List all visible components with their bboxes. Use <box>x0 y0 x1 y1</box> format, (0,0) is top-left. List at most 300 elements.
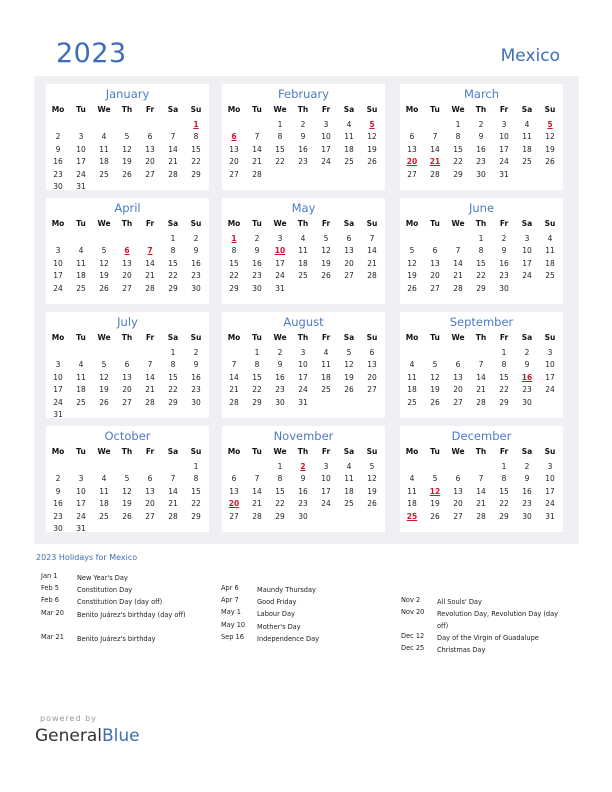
day-cell: 6 <box>432 246 438 256</box>
day-cell: 17 <box>499 144 509 154</box>
generalblue-logo <box>35 726 140 746</box>
month-april <box>46 198 209 304</box>
holiday-day-cell: 20 <box>228 499 240 509</box>
weekday-header: Tu <box>430 105 440 114</box>
day-cell: 19 <box>367 144 377 154</box>
day-cell: 24 <box>499 157 509 167</box>
day-cell: 28 <box>367 271 377 281</box>
day-cell: 11 <box>298 246 308 256</box>
day-cell: 27 <box>145 169 155 179</box>
weekday-header: Th <box>475 105 487 114</box>
day-cell: 27 <box>122 397 132 407</box>
holiday-date: Nov 2 <box>401 596 421 604</box>
holiday-day-cell: 1 <box>193 120 199 129</box>
day-cell: 21 <box>229 385 239 395</box>
day-cell: 1 <box>478 234 484 243</box>
day-cell: 12 <box>344 360 354 370</box>
day-cell: 12 <box>367 474 377 484</box>
day-cell: 18 <box>298 258 308 268</box>
day-cell: 8 <box>170 360 176 370</box>
weekday-header: Sa <box>167 105 179 114</box>
day-cell: 1 <box>170 348 176 357</box>
day-cell: 21 <box>476 499 486 509</box>
day-cell: 11 <box>76 372 86 382</box>
day-cell: 7 <box>369 234 375 243</box>
day-cell: 22 <box>229 271 239 281</box>
weekday-header: Sa <box>521 219 533 228</box>
logo-general: General <box>35 726 102 746</box>
day-cell: 27 <box>229 511 239 521</box>
day-cell: 12 <box>321 246 331 256</box>
day-cell: 27 <box>344 271 354 281</box>
weekday-header: Fr <box>499 333 509 342</box>
day-cell: 7 <box>170 474 176 484</box>
holiday-name: All Souls' Day <box>437 598 482 606</box>
weekday-header: Sa <box>343 447 355 456</box>
weekday-header: Fr <box>499 219 509 228</box>
holiday-name: Day of the Virgin of Guadalupe <box>437 634 539 643</box>
day-cell: 3 <box>547 348 553 357</box>
day-cell: 27 <box>430 283 440 293</box>
day-cell: 5 <box>124 474 130 484</box>
weekday-header: Su <box>190 105 202 114</box>
holiday-day-cell: 21 <box>429 157 441 167</box>
weekday-header: Sa <box>343 333 355 342</box>
day-cell: 24 <box>545 499 555 509</box>
holiday-name: Constitution Day (day off) <box>77 598 163 607</box>
day-cell: 28 <box>252 511 262 521</box>
weekday-header: Fr <box>499 447 509 456</box>
month-title: November <box>273 429 334 443</box>
day-cell: 8 <box>455 132 461 142</box>
day-cell: 9 <box>277 360 283 370</box>
day-cell: 6 <box>455 474 461 484</box>
day-cell: 20 <box>145 157 155 167</box>
day-cell: 7 <box>478 360 484 370</box>
day-cell: 20 <box>367 372 377 382</box>
day-cell: 3 <box>78 132 84 142</box>
day-cell: 19 <box>430 385 440 395</box>
weekday-header: Th <box>475 219 487 228</box>
day-cell: 21 <box>168 499 178 509</box>
weekday-header: We <box>273 219 287 228</box>
day-cell: 13 <box>229 486 239 496</box>
day-cell: 28 <box>145 397 155 407</box>
day-cell: 20 <box>229 157 239 167</box>
day-cell: 20 <box>122 385 132 395</box>
day-cell: 29 <box>499 511 509 521</box>
day-cell: 24 <box>321 499 331 509</box>
day-cell: 17 <box>298 372 308 382</box>
weekday-header: Fr <box>145 219 155 228</box>
weekday-header: Fr <box>321 105 331 114</box>
day-cell: 10 <box>298 360 308 370</box>
day-cell: 15 <box>275 486 285 496</box>
weekday-header: Sa <box>521 333 533 342</box>
day-cell: 17 <box>76 499 86 509</box>
day-cell: 30 <box>522 397 532 407</box>
weekday-header: We <box>273 105 287 114</box>
day-cell: 3 <box>55 360 61 370</box>
day-cell: 4 <box>101 474 107 484</box>
day-cell: 17 <box>321 144 331 154</box>
day-cell: 8 <box>254 360 260 370</box>
day-cell: 2 <box>478 120 484 129</box>
day-cell: 4 <box>300 234 306 243</box>
day-cell: 24 <box>53 283 63 293</box>
holiday-day-cell: 1 <box>231 234 237 243</box>
day-cell: 11 <box>99 144 109 154</box>
day-cell: 11 <box>545 246 555 256</box>
day-cell: 5 <box>432 360 438 370</box>
day-cell: 4 <box>346 462 352 471</box>
month-march <box>400 84 563 190</box>
day-cell: 26 <box>99 283 109 293</box>
day-cell: 6 <box>346 234 352 243</box>
logo-blue: Blue <box>102 726 140 746</box>
holiday-day-cell: 2 <box>300 462 306 471</box>
day-cell: 6 <box>455 360 461 370</box>
weekday-header: Tu <box>430 447 440 456</box>
holiday-date: Dec 12 <box>401 632 425 641</box>
day-cell: 18 <box>407 385 417 395</box>
day-cell: 5 <box>409 246 415 256</box>
holiday-day-cell: 5 <box>547 120 553 129</box>
month-title: August <box>283 315 324 329</box>
day-cell: 31 <box>545 511 555 521</box>
day-cell: 30 <box>476 169 486 179</box>
day-cell: 10 <box>499 132 509 142</box>
day-cell: 1 <box>277 462 283 471</box>
weekday-header: We <box>273 333 287 342</box>
day-cell: 20 <box>145 499 155 509</box>
weekday-header: Su <box>544 333 556 342</box>
year-title: 2023 <box>56 38 127 69</box>
weekday-header: We <box>451 219 465 228</box>
day-cell: 20 <box>453 499 463 509</box>
day-cell: 13 <box>344 246 354 256</box>
holiday-name: Maundy Thursday <box>257 586 316 594</box>
day-cell: 25 <box>522 157 532 167</box>
day-cell: 29 <box>191 169 201 179</box>
day-cell: 20 <box>453 385 463 395</box>
day-cell: 28 <box>168 511 178 521</box>
day-cell: 12 <box>99 258 109 268</box>
day-cell: 25 <box>407 397 417 407</box>
day-cell: 30 <box>522 511 532 521</box>
day-cell: 9 <box>501 246 507 256</box>
weekday-header: Fr <box>321 333 331 342</box>
day-cell: 23 <box>275 385 285 395</box>
day-cell: 4 <box>78 246 84 256</box>
day-cell: 4 <box>323 348 329 357</box>
weekday-header: Fr <box>145 333 155 342</box>
day-cell: 2 <box>254 234 260 243</box>
day-cell: 24 <box>53 397 63 407</box>
weekday-header: Mo <box>51 105 65 114</box>
day-cell: 9 <box>300 474 306 484</box>
weekday-header: Mo <box>51 219 65 228</box>
day-cell: 26 <box>430 511 440 521</box>
day-cell: 13 <box>407 144 417 154</box>
day-cell: 28 <box>453 283 463 293</box>
day-cell: 9 <box>193 360 199 370</box>
day-cell: 18 <box>407 499 417 509</box>
day-cell: 9 <box>254 246 260 256</box>
day-cell: 24 <box>298 385 308 395</box>
holiday-date: Dec 25 <box>401 644 425 653</box>
month-december <box>400 426 563 532</box>
day-cell: 23 <box>522 385 532 395</box>
day-cell: 11 <box>407 372 417 382</box>
weekday-header: Su <box>190 219 202 228</box>
day-cell: 7 <box>254 474 260 484</box>
day-cell: 10 <box>321 132 331 142</box>
day-cell: 2 <box>501 234 507 243</box>
day-cell: 30 <box>252 283 262 293</box>
day-cell: 26 <box>122 511 132 521</box>
day-cell: 21 <box>168 157 178 167</box>
holiday-name: Mother's Day <box>257 622 301 631</box>
day-cell: 26 <box>99 397 109 407</box>
day-cell: 2 <box>300 120 306 129</box>
day-cell: 9 <box>193 246 199 256</box>
day-cell: 25 <box>344 499 354 509</box>
day-cell: 14 <box>430 144 440 154</box>
day-cell: 28 <box>252 169 262 179</box>
weekday-header: Fr <box>145 447 155 456</box>
day-cell: 16 <box>476 144 486 154</box>
day-cell: 3 <box>547 462 553 471</box>
day-cell: 22 <box>191 499 201 509</box>
day-cell: 17 <box>545 486 555 496</box>
holiday-day-cell: 7 <box>147 246 153 256</box>
day-cell: 9 <box>524 360 530 370</box>
day-cell: 2 <box>524 348 530 357</box>
day-cell: 18 <box>522 144 532 154</box>
day-cell: 7 <box>432 132 438 142</box>
day-cell: 22 <box>275 499 285 509</box>
day-cell: 7 <box>170 132 176 142</box>
day-cell: 10 <box>53 372 63 382</box>
holiday-name: Christmas Day <box>437 646 486 655</box>
holiday-day-cell: 16 <box>521 372 533 382</box>
day-cell: 13 <box>122 258 132 268</box>
day-cell: 1 <box>501 348 507 357</box>
month-title: July <box>117 315 138 329</box>
weekday-header: Th <box>297 219 309 228</box>
day-cell: 10 <box>545 360 555 370</box>
day-cell: 15 <box>168 258 178 268</box>
day-cell: 2 <box>193 348 199 357</box>
day-cell: 15 <box>191 144 201 154</box>
day-cell: 4 <box>346 120 352 129</box>
day-cell: 2 <box>55 474 61 484</box>
day-cell: 28 <box>476 511 486 521</box>
day-cell: 13 <box>122 372 132 382</box>
weekday-header: We <box>97 447 111 456</box>
day-cell: 15 <box>453 144 463 154</box>
day-cell: 8 <box>501 360 507 370</box>
day-cell: 20 <box>430 271 440 281</box>
holiday-name: New Year's Day <box>77 574 128 582</box>
month-august <box>222 312 385 418</box>
day-cell: 19 <box>407 271 417 281</box>
day-cell: 11 <box>407 486 417 496</box>
weekday-header: Mo <box>405 447 419 456</box>
day-cell: 18 <box>344 486 354 496</box>
day-cell: 10 <box>522 246 532 256</box>
day-cell: 16 <box>522 486 532 496</box>
weekday-header: We <box>451 333 465 342</box>
day-cell: 1 <box>501 462 507 471</box>
day-cell: 13 <box>145 486 155 496</box>
day-cell: 26 <box>407 283 417 293</box>
day-cell: 17 <box>53 271 63 281</box>
day-cell: 13 <box>453 372 463 382</box>
day-cell: 25 <box>99 511 109 521</box>
day-cell: 24 <box>321 157 331 167</box>
weekday-header: Su <box>544 447 556 456</box>
weekday-header: Fr <box>499 105 509 114</box>
day-cell: 9 <box>55 486 61 496</box>
day-cell: 6 <box>124 360 130 370</box>
day-cell: 18 <box>76 385 86 395</box>
day-cell: 22 <box>476 271 486 281</box>
day-cell: 3 <box>78 474 84 484</box>
weekday-header: Su <box>366 105 378 114</box>
weekday-header: Fr <box>145 105 155 114</box>
day-cell: 20 <box>122 271 132 281</box>
day-cell: 11 <box>321 360 331 370</box>
day-cell: 27 <box>229 169 239 179</box>
day-cell: 3 <box>501 120 507 129</box>
day-cell: 29 <box>453 169 463 179</box>
day-cell: 18 <box>344 144 354 154</box>
day-cell: 19 <box>122 157 132 167</box>
day-cell: 29 <box>191 511 201 521</box>
day-cell: 24 <box>522 271 532 281</box>
day-cell: 16 <box>298 144 308 154</box>
day-cell: 16 <box>53 499 63 509</box>
day-cell: 21 <box>476 385 486 395</box>
day-cell: 23 <box>476 157 486 167</box>
weekday-header: Mo <box>51 447 65 456</box>
day-cell: 23 <box>499 271 509 281</box>
weekday-header: Tu <box>76 105 86 114</box>
day-cell: 21 <box>367 258 377 268</box>
day-cell: 31 <box>499 169 509 179</box>
day-cell: 14 <box>168 486 178 496</box>
day-cell: 22 <box>453 157 463 167</box>
day-cell: 22 <box>168 271 178 281</box>
day-cell: 31 <box>298 397 308 407</box>
day-cell: 8 <box>501 474 507 484</box>
day-cell: 18 <box>545 258 555 268</box>
weekday-header: Mo <box>405 333 419 342</box>
holiday-day-cell: 25 <box>406 511 418 521</box>
day-cell: 17 <box>275 258 285 268</box>
day-cell: 4 <box>101 132 107 142</box>
weekday-header: Sa <box>167 219 179 228</box>
weekday-header: Tu <box>430 333 440 342</box>
weekday-header: Sa <box>167 333 179 342</box>
day-cell: 24 <box>275 271 285 281</box>
holidays-title: 2023 Holidays for Mexico <box>36 553 138 562</box>
day-cell: 16 <box>191 372 201 382</box>
weekday-header: Sa <box>521 447 533 456</box>
day-cell: 5 <box>369 462 375 471</box>
day-cell: 12 <box>122 144 132 154</box>
day-cell: 8 <box>170 246 176 256</box>
day-cell: 10 <box>545 474 555 484</box>
day-cell: 21 <box>145 385 155 395</box>
day-cell: 12 <box>367 132 377 142</box>
day-cell: 5 <box>432 474 438 484</box>
day-cell: 7 <box>478 474 484 484</box>
day-cell: 13 <box>367 360 377 370</box>
day-cell: 7 <box>455 246 461 256</box>
day-cell: 1 <box>254 348 260 357</box>
day-cell: 23 <box>191 271 201 281</box>
day-cell: 14 <box>145 372 155 382</box>
weekday-header: Tu <box>252 333 262 342</box>
month-june <box>400 198 563 304</box>
weekday-header: Su <box>366 333 378 342</box>
weekday-header: Sa <box>521 105 533 114</box>
holiday-name: Good Friday <box>257 598 297 607</box>
day-cell: 23 <box>53 511 63 521</box>
holiday-name: Independence Day <box>257 634 320 643</box>
day-cell: 17 <box>321 486 331 496</box>
day-cell: 23 <box>298 499 308 509</box>
holiday-date: May 10 <box>221 620 246 629</box>
day-cell: 26 <box>430 397 440 407</box>
holiday-date: May 1 <box>221 608 241 617</box>
weekday-header: Su <box>190 333 202 342</box>
day-cell: 5 <box>124 132 130 142</box>
day-cell: 14 <box>476 372 486 382</box>
day-cell: 6 <box>409 132 415 142</box>
powered-by-text: powered by <box>40 714 97 723</box>
day-cell: 6 <box>147 474 153 484</box>
day-cell: 9 <box>478 132 484 142</box>
holiday-date: Feb 6 <box>41 596 59 605</box>
day-cell: 10 <box>53 258 63 268</box>
day-cell: 3 <box>300 348 306 357</box>
day-cell: 23 <box>191 385 201 395</box>
weekday-header: We <box>273 447 287 456</box>
day-cell: 17 <box>545 372 555 382</box>
month-title: March <box>463 87 500 101</box>
weekday-header: Th <box>297 105 309 114</box>
day-cell: 1 <box>455 120 461 129</box>
weekday-header: We <box>97 219 111 228</box>
day-cell: 18 <box>321 372 331 382</box>
holiday-day-cell: 6 <box>231 132 237 142</box>
day-cell: 9 <box>524 474 530 484</box>
day-cell: 26 <box>367 499 377 509</box>
weekday-header: Tu <box>430 219 440 228</box>
day-cell: 31 <box>76 524 86 533</box>
day-cell: 30 <box>53 182 63 191</box>
day-cell: 29 <box>229 283 239 293</box>
day-cell: 26 <box>321 271 331 281</box>
holiday-day-cell: 5 <box>369 120 375 129</box>
weekday-header: Th <box>121 105 133 114</box>
weekday-header: Su <box>366 447 378 456</box>
day-cell: 28 <box>145 283 155 293</box>
